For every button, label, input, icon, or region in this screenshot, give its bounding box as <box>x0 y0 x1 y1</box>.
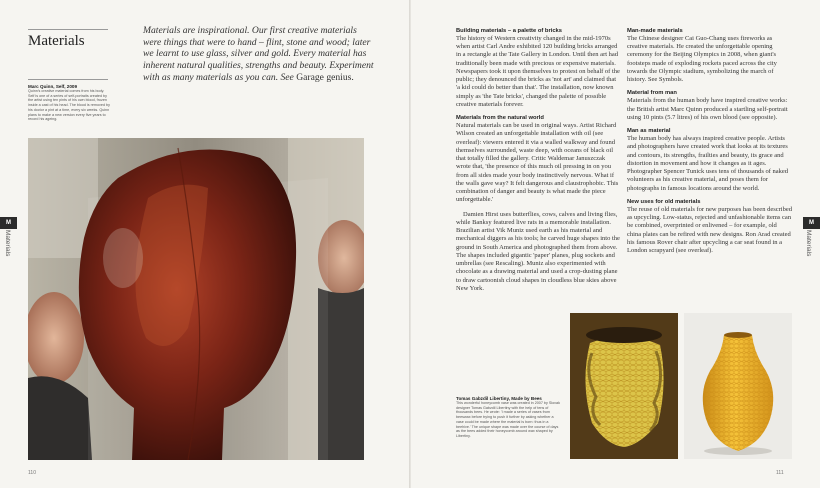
gutter <box>409 0 411 488</box>
text-column-1 <box>456 28 621 299</box>
heading-man-made: Man-made materials <box>627 28 683 34</box>
section-tab-left: M <box>0 217 17 229</box>
para-new-uses: The reuse of old materials for new purposes has been described as upcycling. Low-status, rejected and unfashionable items can be combined, overprinted or enlivened – for example, old china plates can be refired with new designs. Ron Arad created his famous Rover chair after upcycling a car seat found in a London scrapyard (see overleaf). <box>627 205 792 255</box>
blood-head-sculpture-photo <box>28 138 364 460</box>
para-building-materials: The history of Western creativity changed in the mid-1970s when artist Carl Andre exhibited 120 building bricks arranged in a rectangle at the Tate Gallery in London. Until then art had traditionally been made with precious or expensive materials. Newspapers took it upon themselves to protest on behalf of the public; they denounced the bricks as 'not art' and claimed that 'a kid could do better than that'. The installation, now known simply as 'the Tate bricks', changed the palette of possible creative materials forever. <box>456 34 620 108</box>
honeycomb-vase-in-hive-photo <box>570 313 678 459</box>
intro-text: Materials are inspirational. Our first creative materials were things that were to hand – flint, stone and wood; later we learnt to use glass, silver and gold. Every material has inherent natural qualities, strengths and beauty. Experiment with as many materials as you can. See <box>143 25 374 83</box>
caption-body: Quinn's creative material comes from his body. Self is one of a series of self-portraits created by the artist using ten pints of his own blood, frozen inside a cast of his head. The blood is removed by his doctor a pint at a time, every six weeks. Quinn plans to make a new version every five years to record his ageing. <box>28 89 110 122</box>
text-column-2 <box>627 28 792 261</box>
para-material-from-man: Materials from the human body have inspired creative works: the British artist Marc Quinn produced a startling self-portrait using 10 pints (5.7 litres) of his own blood (see opposite). <box>627 97 788 121</box>
page-number-left: 110 <box>28 470 36 476</box>
title-rule <box>28 29 108 30</box>
running-head-left: Materials <box>4 230 11 257</box>
sculpture-illustration <box>28 138 364 460</box>
honeycomb-vase-photo <box>684 313 792 459</box>
heading-new-uses: New uses for old materials <box>627 198 701 205</box>
heading-man-as-material: Man as material <box>627 128 671 135</box>
caption-title: Marc Quinn, Self, 2009 <box>28 84 78 89</box>
page-number-right: 111 <box>776 470 784 476</box>
para-natural-world: Natural materials can be used in original ways. Artist Richard Wilson created an unforgettable installation with oil (see overleaf): viewers entered it via a walled walkway and found themselves surrounded, waste deep, with oceans of black oil that totally filled the gallery. Critic Waldemar Januszczak wrote that, 'the presence of this much oil pressing in on you from all sides made your body instinctively nervous. What if the walls gave way? It felt dangerous and claustrophobic. This combination of danger and beauty is what made the piece unforgettable.' <box>456 122 619 204</box>
photo-caption-left <box>28 84 110 122</box>
heading-material-from-man: Material from man <box>627 90 677 97</box>
running-head-right: Materials <box>805 230 812 257</box>
page-title: Materials <box>28 33 85 49</box>
caption-rule <box>28 79 108 80</box>
intro-see-link: Garage genius. <box>296 71 354 83</box>
para-natural-world-2: Damien Hirst uses butterflies, cows, calves and living flies, while Banksy featured live rats in a memorable installation. Brazilian artist Vik Muniz used earth as his material and mechanical diggers as his tools; he carved huge shapes into the ground in South America and photographed them from above. The shapes included gigantic 'paper' planes, plug sockets and umbrellas (see Rescaling). Muniz also experimented with chocolate as a drawing material and used a crop-dusting plane to draw cartoonish cloud shapes in cloudless blue skies above New York. <box>456 210 620 292</box>
para-man-made: The Chinese designer Cai Guo-Chang uses fireworks as creative materials. He created the unforgettable opening ceremony for the Beijing Olympics in 2008, when giant's footsteps made of exploding rockets paced across the city towards the Olympic stadium, symbolizing the march of history. See Symbols. <box>627 34 777 84</box>
para-man-as-material: The human body has always inspired creative people. Artists and photographers have created work that looks at its textures and contours, its strengths, frailties and beauty, its grace and distortion in movement and how it changes as it ages. Photographer Spencer Tunick uses tens of thousands of naked volunteers as his creative material, and poses them for photographs in famous locations around the world. <box>627 135 789 192</box>
heading-building-materials: Building materials – a palette of bricks <box>456 28 562 34</box>
intro-paragraph <box>143 25 375 84</box>
section-tab-right: M <box>803 217 820 229</box>
caption-body-right: This wonderful honeycomb vase was created in 2007 by Slovak designer Tomas Gabzdil Libertiny with the help of tens of thousands bees. He wrote: 'I made a series of vases from beeswax before trying to push it further by asking whether a vase could be made where the material is born: thus in a beehive.' The unique shape was made over the course of days as the bees added their honeycomb around wax shaped by Libertiny. <box>456 401 560 439</box>
caption-title-right: Tomas Gabzdil Libertiny, Made by Bees <box>456 396 542 401</box>
photo-caption-right <box>456 396 562 439</box>
vase-illustration <box>684 313 792 459</box>
hive-vase-illustration <box>570 313 678 459</box>
heading-natural-world: Materials from the natural world <box>456 115 544 122</box>
